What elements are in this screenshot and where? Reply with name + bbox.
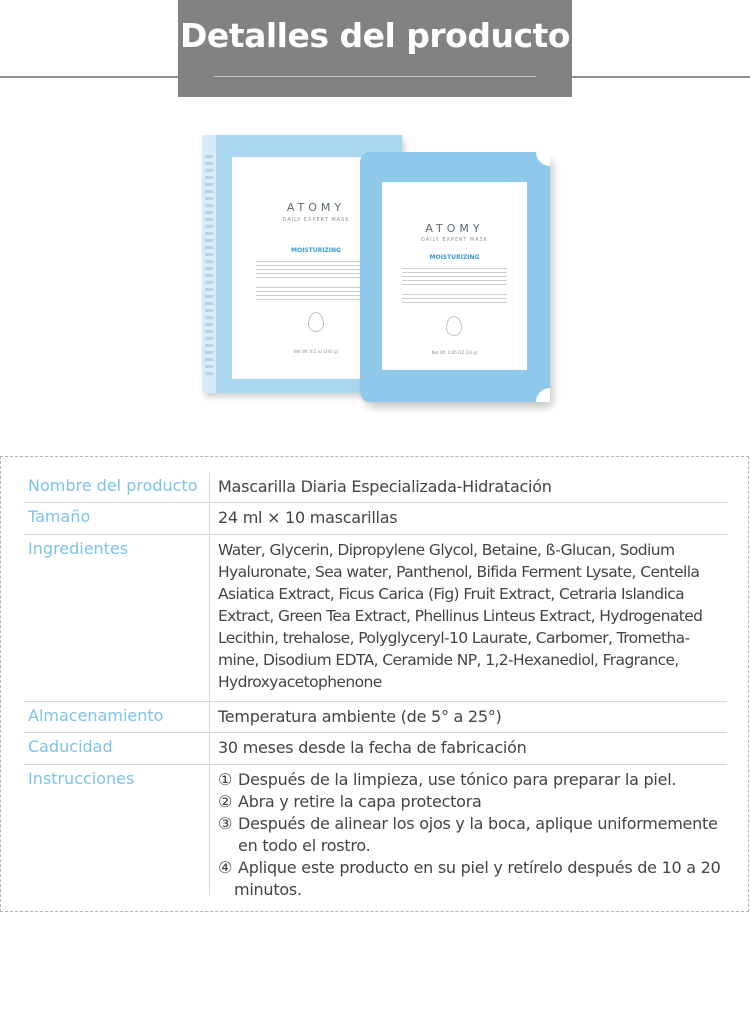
instructions-list	[218, 769, 730, 901]
sachet-fine-print	[402, 268, 506, 288]
column-divider	[209, 535, 210, 701]
sachet-brand: ATOMY	[425, 222, 484, 235]
product-sachet	[360, 152, 550, 402]
row-label: Nombre del producto	[28, 476, 198, 495]
box-spine-print	[205, 155, 213, 375]
sachet-notch	[536, 152, 550, 166]
table-row	[24, 535, 727, 702]
row-value: Mascarilla Diaria Especializada-Hidratación	[218, 477, 552, 496]
box-variant: MOISTURIZING	[291, 247, 341, 254]
row-label: Ingredientes	[28, 539, 129, 558]
row-value: 24 ml × 10 mascarillas	[218, 508, 398, 527]
step-text: Abra y retire la capa protectora	[238, 792, 482, 811]
sachet-variant: MOISTURIZING	[429, 254, 480, 261]
row-label: Almacenamiento	[28, 706, 164, 725]
sachet-fine-print-2	[402, 294, 506, 306]
step-number: ①	[218, 770, 233, 789]
sachet-net-weight: Net Wt. 0.85 OZ (24 g)	[431, 350, 478, 355]
table-row	[24, 733, 727, 765]
row-value: Temperatura ambiente (de 5° a 25°)	[218, 707, 502, 726]
table-row	[24, 473, 727, 503]
step-number: ③	[218, 814, 233, 833]
product-image	[190, 125, 560, 415]
instruction-step	[218, 857, 730, 901]
column-divider	[209, 733, 210, 764]
product-details-table	[0, 456, 749, 912]
step-number: ②	[218, 792, 233, 811]
instruction-step	[218, 769, 730, 791]
box-net-weight: Net Wt. 8.5 oz (240 g)	[293, 349, 339, 354]
step-text: Aplique este producto en su piel y retírelo después de 10 a 20 minutos.	[234, 858, 721, 899]
droplet-icon	[446, 316, 462, 336]
table-row	[24, 765, 727, 899]
box-fine-print-2	[256, 287, 377, 301]
row-label: Caducidad	[28, 737, 113, 756]
droplet-icon	[308, 312, 324, 332]
sachet-label-panel	[382, 182, 527, 370]
header-banner	[178, 0, 572, 97]
row-value: Water, Glycerin, Dipropylene Glycol, Betaine, ß-Glucan, Sodium Hyaluronate, Sea water, Panthenol, Bifida Ferment Lysate, Centella Asiatica Extract, Ficus Carica (Fig) Fruit Extract, Cetraria Islandica Extract, Green Tea Extract, Phellinus Linteus Extract, Hydrogenated Lecithin, trehalose, Polyglyceryl-10 Laurate, Carbomer, Trometha-mine, Disodium EDTA, Ceramide NP, 1,2-Hexanediol, Fragrance, Hydroxyacetophenone	[218, 541, 703, 691]
column-divider	[209, 473, 210, 502]
box-brand: ATOMY	[286, 201, 346, 214]
instruction-step	[218, 791, 730, 813]
row-label: Tamaño	[28, 507, 91, 526]
column-divider	[209, 765, 210, 895]
box-subtitle: DAILY EXPERT MASK	[282, 217, 350, 223]
step-number: ④	[218, 858, 233, 877]
box-fine-print	[256, 261, 377, 281]
page-title: Detalles del producto	[180, 16, 570, 55]
sachet-notch-bottom	[536, 388, 550, 402]
title-underline	[214, 76, 536, 77]
step-text: Después de la limpieza, use tónico para preparar la piel.	[238, 770, 677, 789]
column-divider	[209, 503, 210, 534]
row-value: 30 meses desde la fecha de fabricación	[218, 738, 527, 757]
table-row	[24, 503, 727, 535]
instruction-step	[218, 813, 730, 857]
table-row	[24, 702, 727, 733]
sachet-subtitle: DAILY EXPERT MASK	[420, 237, 489, 243]
step-text: Después de alinear los ojos y la boca, aplique uniformemente en todo el rostro.	[238, 814, 718, 855]
column-divider	[209, 702, 210, 732]
row-label: Instrucciones	[28, 769, 135, 788]
